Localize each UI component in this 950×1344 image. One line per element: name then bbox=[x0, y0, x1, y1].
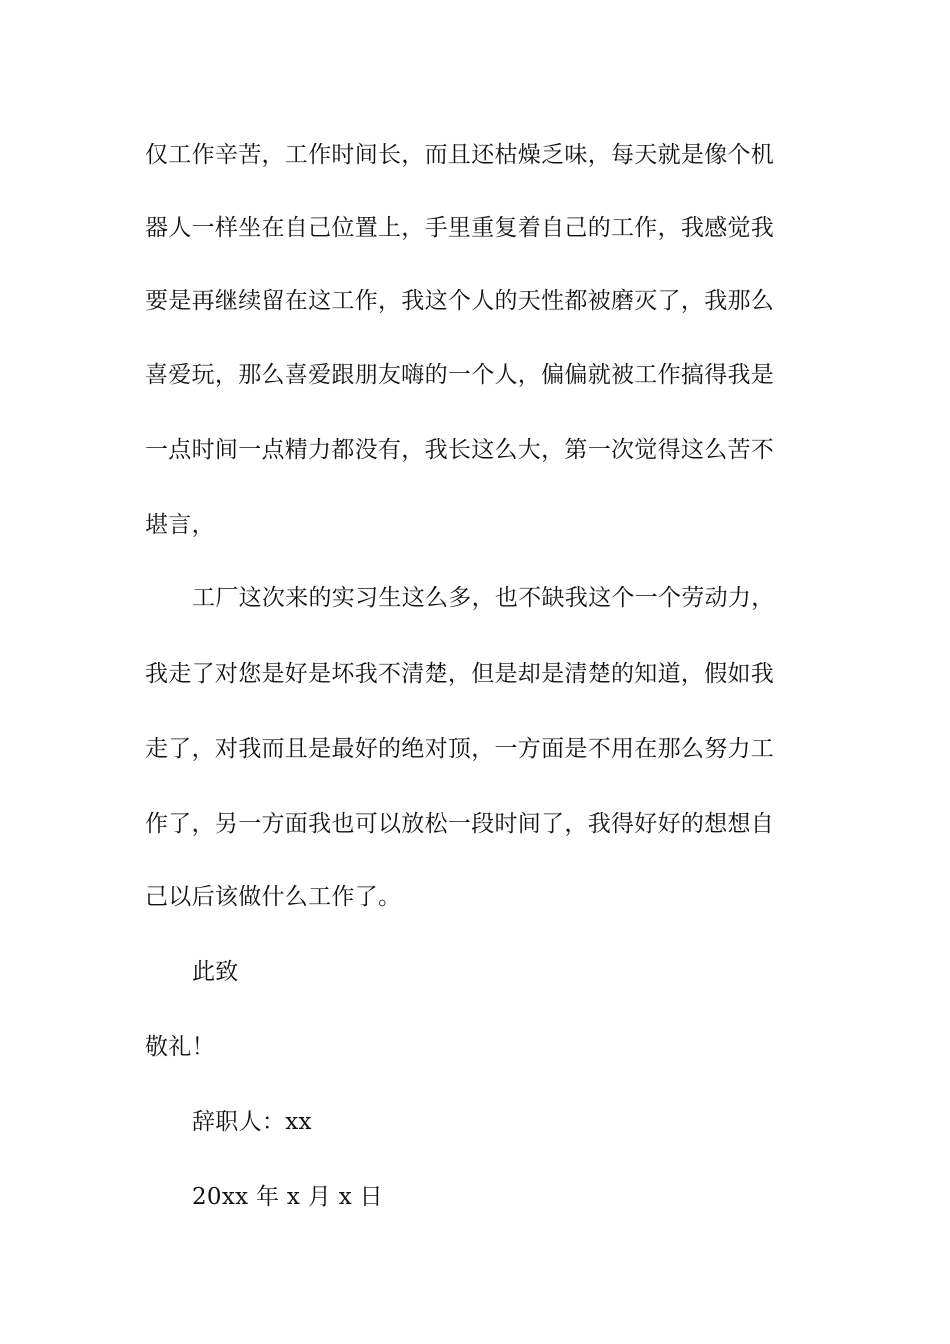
signature: 辞职人：xx bbox=[192, 1109, 312, 1135]
salute-text: 敬礼！ bbox=[145, 1034, 215, 1060]
body-line: 己以后该做什么工作了。 bbox=[145, 884, 402, 910]
body-line: 要是再继续留在这工作，我这个人的天性都被磨灭了，我那么 bbox=[145, 288, 775, 314]
body-line: 喜爱玩，那么喜爱跟朋友嗨的一个人，偏偏就被工作搞得我是 bbox=[145, 362, 775, 388]
closing-text: 此致 bbox=[192, 959, 239, 985]
body-line: 我走了对您是好是坏我不清楚，但是却是清楚的知道，假如我 bbox=[145, 661, 775, 687]
paragraph-first-line: 工厂这次来的实习生这么多，也不缺我这个一个劳动力， bbox=[192, 585, 775, 611]
body-line: 走了，对我而且是最好的绝对顶，一方面是不用在那么努力工 bbox=[145, 736, 775, 762]
body-line: 仅工作辛苦，工作时间长，而且还枯燥乏味，每天就是像个机 bbox=[145, 142, 775, 168]
body-line: 一点时间一点精力都没有，我长这么大，第一次觉得这么苦不 bbox=[145, 437, 775, 463]
body-line: 器人一样坐在自己位置上，手里重复着自己的工作，我感觉我 bbox=[145, 215, 775, 241]
body-line: 堪言， bbox=[145, 512, 215, 538]
body-line: 作了，另一方面我也可以放松一段时间了，我得好好的想想自 bbox=[145, 811, 775, 837]
date: 20xx 年 x 月 x 日 bbox=[192, 1184, 383, 1210]
